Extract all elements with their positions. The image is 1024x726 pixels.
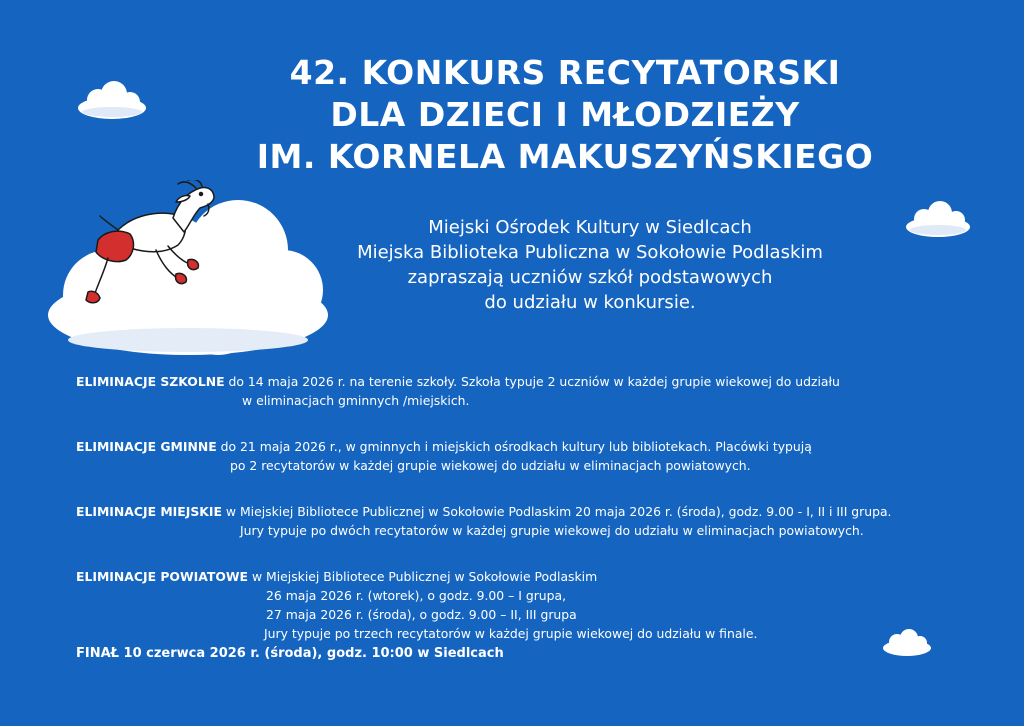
stage-text-cont: w eliminacjach gminnych /miejskich. xyxy=(242,393,470,408)
stage-city xyxy=(76,502,996,540)
stages-list xyxy=(76,372,996,670)
stage-text: w Miejskiej Bibliotece Publicznej w Sokołowie Podlaskim 20 maja 2026 r. (środa), godz. 9.00 - I, II i III grupa. xyxy=(221,504,892,519)
stage-text: w Miejskiej Bibliotece Publicznej w Sokołowie Podlaskim xyxy=(248,569,598,584)
stage-label: ELIMINACJE SZKOLNE xyxy=(76,374,225,389)
organizer-line-2: Miejska Biblioteka Publiczna w Sokołowie Podlaskim xyxy=(357,242,823,263)
goat-illustration xyxy=(38,180,338,360)
poster-title xyxy=(150,52,980,178)
stage-label: ELIMINACJE MIEJSKIE xyxy=(76,504,222,519)
title-line-3: IM. KORNELA MAKUSZYŃSKIEGO xyxy=(256,137,874,176)
cloud-icon xyxy=(76,80,148,120)
organizer-line-1: Miejski Ośrodek Kultury w Siedlcach xyxy=(428,217,752,238)
stage-text: do 14 maja 2026 r. na terenie szkoły. Szkoła typuje 2 uczniów w każdej grupie wiekowej do udziału xyxy=(224,374,840,389)
organizer-line-4: do udziału w konkursie. xyxy=(484,292,696,313)
final-stage: FINAŁ 10 czerwca 2026 r. (środa), godz. 10:00 w Siedlcach xyxy=(76,646,504,661)
stage-text-cont: 26 maja 2026 r. (wtorek), o godz. 9.00 – I grupa, xyxy=(266,588,567,603)
stage-text-cont: 27 maja 2026 r. (środa), o godz. 9.00 – II, III grupa xyxy=(266,607,577,622)
stage-municipal xyxy=(76,437,996,475)
stage-text-cont: Jury typuje po dwóch recytatorów w każdej grupie wiekowej do udziału w eliminacjach powiatowych. xyxy=(240,523,864,538)
stage-label: ELIMINACJE POWIATOWE xyxy=(76,569,248,584)
cloud-icon xyxy=(904,200,972,238)
stage-label: ELIMINACJE GMINNE xyxy=(76,439,217,454)
stage-school xyxy=(76,372,996,410)
organizers-block xyxy=(340,215,840,315)
stage-text: do 21 maja 2026 r., w gminnych i miejskich ośrodkach kultury lub bibliotekach. Placówki typują xyxy=(216,439,812,454)
stage-county xyxy=(76,567,996,643)
title-line-1: 42. KONKURS RECYTATORSKI xyxy=(289,53,841,92)
stage-text-cont: Jury typuje po trzech recytatorów w każdej grupie wiekowej do udziału w finale. xyxy=(264,626,758,641)
title-line-2: DLA DZIECI I MŁODZIEŻY xyxy=(330,95,800,134)
stage-text-cont: po 2 recytatorów w każdej grupie wiekowej do udziału w eliminacjach powiatowych. xyxy=(230,458,751,473)
organizer-line-3: zapraszają uczniów szkół podstawowych xyxy=(407,267,773,288)
